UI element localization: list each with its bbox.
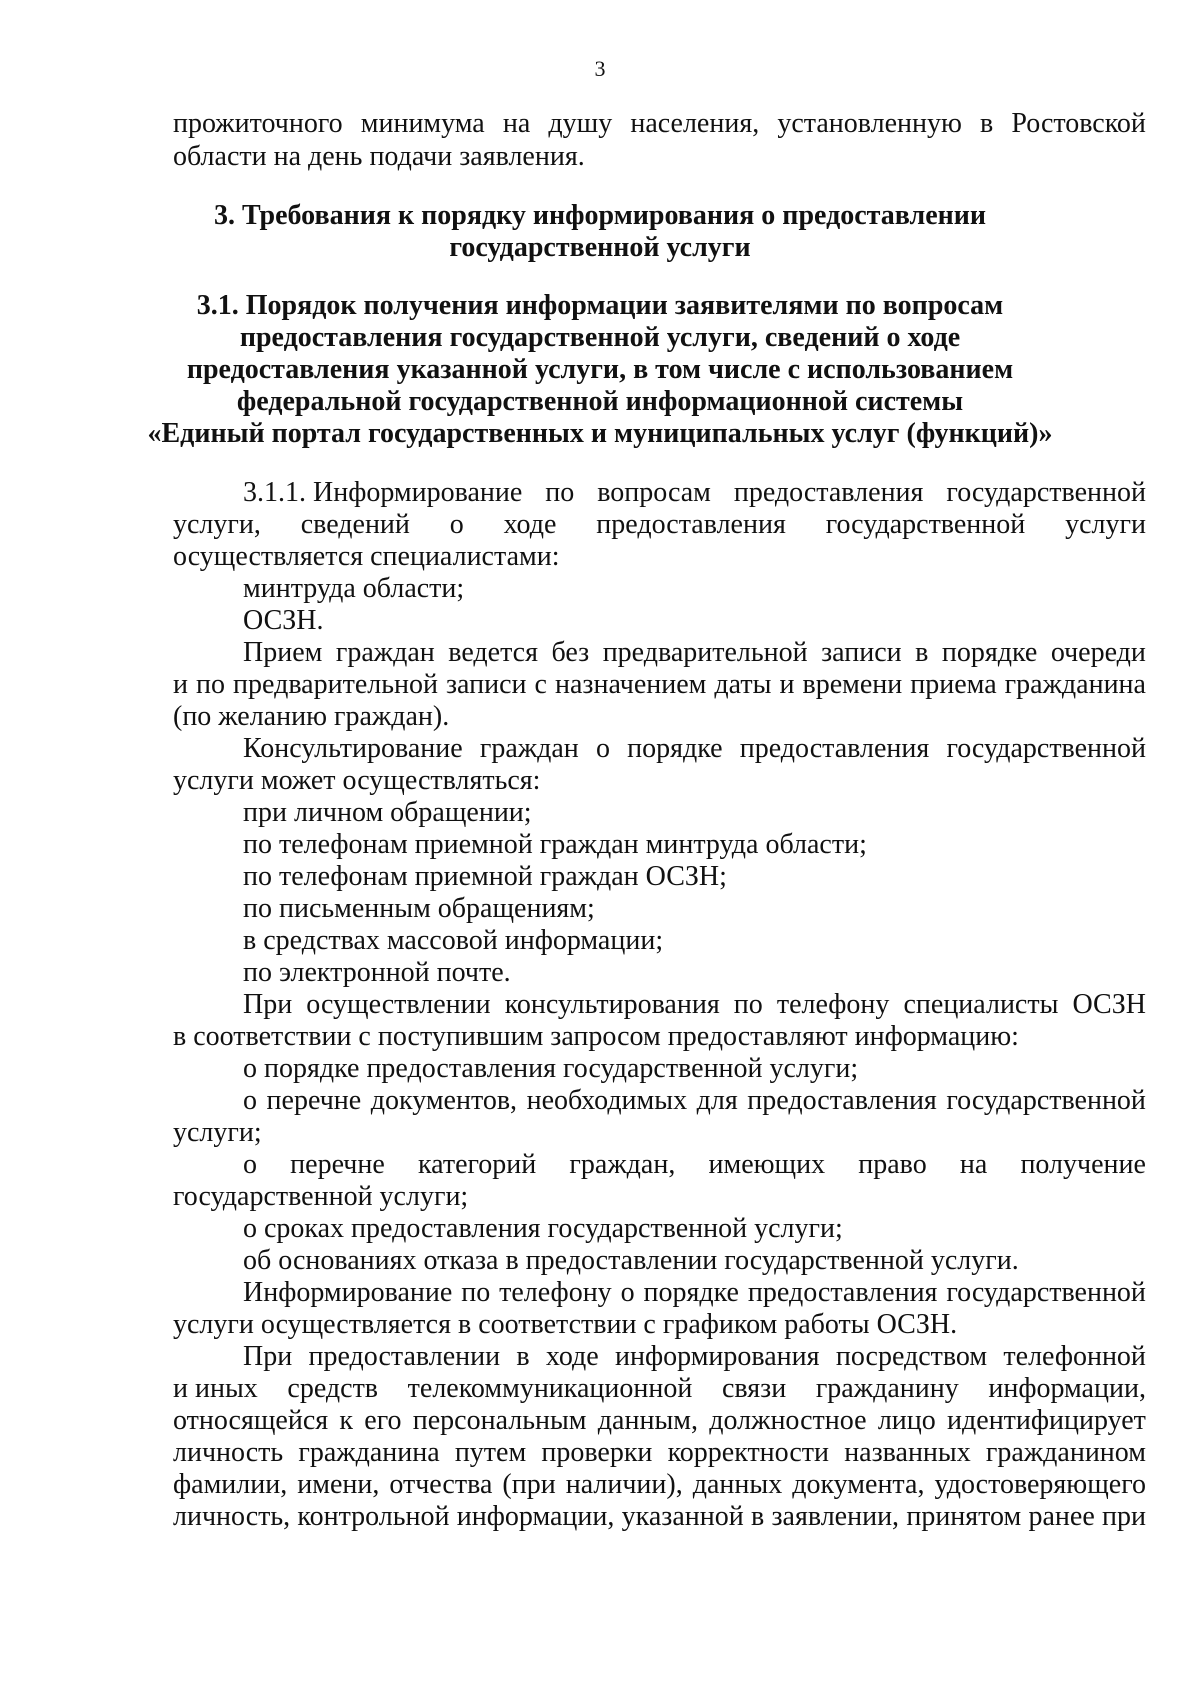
word: записи bbox=[821, 637, 902, 668]
list-item bbox=[243, 1149, 1146, 1181]
word: наличии), bbox=[565, 1469, 683, 1500]
word: граждан, bbox=[569, 1149, 676, 1180]
subsection-heading: предоставления государственной услуги, сведений о ходе bbox=[239, 322, 961, 353]
word: населения, bbox=[630, 108, 760, 139]
body-text-line: области на день подачи заявления. bbox=[173, 141, 585, 172]
word: персональным bbox=[412, 1405, 587, 1436]
word: имеющих bbox=[708, 1149, 826, 1180]
word: информирования bbox=[615, 1341, 820, 1372]
word: услуги, bbox=[173, 509, 261, 540]
word: предварительной bbox=[233, 669, 438, 700]
list-item: об основаниях отказа в предоставлении государственной услуги. bbox=[243, 1245, 1019, 1276]
word: гражданину bbox=[815, 1373, 959, 1404]
subsection-heading: «Единый портал государственных и муниципальных услуг (функций)» bbox=[147, 418, 1053, 449]
word: и bbox=[173, 669, 188, 700]
word: перечне bbox=[290, 1149, 385, 1180]
body-text-line: услуги; bbox=[173, 1117, 262, 1148]
word: документа, bbox=[792, 1469, 925, 1500]
page-number: 3 bbox=[594, 56, 606, 81]
word: идентифицирует bbox=[947, 1405, 1146, 1436]
word: гражданина bbox=[298, 1437, 440, 1468]
word: относящейся bbox=[173, 1405, 329, 1436]
word: установленную bbox=[777, 108, 962, 139]
list-item bbox=[243, 1085, 1146, 1117]
list-item: минтруда области; bbox=[243, 573, 465, 604]
word: в bbox=[750, 1501, 765, 1532]
word: по bbox=[196, 669, 225, 700]
word: приема bbox=[910, 669, 997, 700]
word: предоставления bbox=[733, 477, 924, 508]
word: его bbox=[364, 1405, 402, 1436]
word: названных bbox=[844, 1437, 971, 1468]
word: перечне bbox=[266, 1085, 362, 1116]
word: государственной bbox=[946, 1085, 1146, 1116]
word: личность, bbox=[173, 1501, 291, 1532]
word: государственной bbox=[825, 509, 1026, 540]
word: предоставлении bbox=[308, 1341, 501, 1372]
word: для bbox=[696, 1085, 738, 1116]
word: о bbox=[449, 509, 464, 540]
word: путем bbox=[454, 1437, 527, 1468]
word: имени, bbox=[297, 1469, 380, 1500]
word: даты bbox=[714, 669, 772, 700]
word: о bbox=[595, 733, 610, 764]
body-text-line bbox=[173, 1437, 1146, 1469]
body-text-line bbox=[173, 1469, 1146, 1501]
word: категорий bbox=[417, 1149, 537, 1180]
word: удостоверяющего bbox=[934, 1469, 1146, 1500]
word: фамилии, bbox=[173, 1469, 288, 1500]
word: в bbox=[516, 1341, 530, 1372]
word: данных bbox=[692, 1469, 783, 1500]
word: консультирования bbox=[504, 989, 720, 1020]
word: информации, bbox=[456, 1501, 615, 1532]
word: необходимых bbox=[526, 1085, 688, 1116]
word: заявлении, bbox=[771, 1501, 900, 1532]
subsection-heading: 3.1. Порядок получения информации заявителями по вопросам bbox=[196, 290, 1004, 321]
word: минимума bbox=[360, 108, 485, 139]
word: принятом bbox=[906, 1501, 1022, 1532]
word: Прием bbox=[243, 637, 323, 668]
word: данным, bbox=[597, 1405, 698, 1436]
body-text-line bbox=[173, 1373, 1146, 1405]
word: по bbox=[545, 477, 575, 508]
body-text-line bbox=[173, 108, 1146, 140]
word: на bbox=[502, 108, 531, 139]
body-text-line bbox=[173, 509, 1146, 541]
word: личность bbox=[173, 1437, 284, 1468]
word: порядке bbox=[941, 637, 1038, 668]
body-text-line bbox=[173, 669, 1146, 701]
word: (при bbox=[502, 1469, 556, 1500]
word: по bbox=[733, 989, 763, 1020]
word: телефону bbox=[499, 1277, 612, 1308]
word: лицо bbox=[877, 1405, 936, 1436]
word: услуги bbox=[1065, 509, 1146, 540]
word: с bbox=[534, 669, 547, 700]
word: осуществлении bbox=[306, 989, 491, 1020]
word: проверки bbox=[541, 1437, 653, 1468]
list-item: по телефонам приемной граждан минтруда области; bbox=[243, 829, 867, 860]
body-text-line bbox=[243, 477, 1146, 509]
word: предоставления bbox=[747, 1277, 938, 1308]
word: должностное bbox=[709, 1405, 867, 1436]
word: телекоммуникационной bbox=[407, 1373, 693, 1404]
word: о bbox=[243, 1085, 257, 1116]
body-text-line: услуги осуществляется в соответствии с графиком работы ОСЗН. bbox=[173, 1309, 958, 1340]
word: граждан bbox=[479, 733, 579, 764]
word: контрольной bbox=[297, 1501, 450, 1532]
subsection-heading: предоставления указанной услуги, в том числе с использованием bbox=[186, 354, 1014, 385]
list-item: по телефонам приемной граждан ОСЗН; bbox=[243, 861, 727, 892]
word: При bbox=[243, 1341, 293, 1372]
word: При bbox=[243, 989, 293, 1020]
body-text-line bbox=[243, 637, 1146, 669]
word: к bbox=[339, 1405, 354, 1436]
list-item: по письменным обращениям; bbox=[243, 893, 595, 924]
word: вопросам bbox=[597, 477, 711, 508]
word: право bbox=[858, 1149, 927, 1180]
body-text-line: (по желанию граждан). bbox=[173, 701, 450, 732]
word: государственной bbox=[946, 1277, 1146, 1308]
body-text-line bbox=[243, 1277, 1146, 1309]
word: связи bbox=[721, 1373, 787, 1404]
word: граждан bbox=[335, 637, 435, 668]
word: прожиточного bbox=[173, 108, 343, 139]
word: посредством bbox=[835, 1341, 988, 1372]
list-item: при личном обращении; bbox=[243, 797, 532, 828]
word: Ростовской bbox=[1011, 108, 1146, 139]
word: государственной bbox=[946, 733, 1146, 764]
body-text-line bbox=[173, 1501, 1146, 1533]
word: ходе bbox=[545, 1341, 599, 1372]
word: указанной bbox=[621, 1501, 744, 1532]
list-item: по электронной почте. bbox=[243, 957, 511, 988]
word: в bbox=[915, 637, 929, 668]
body-text-line: в соответствии с поступившим запросом предоставляют информацию: bbox=[173, 1021, 1019, 1052]
word: при bbox=[1102, 1501, 1146, 1532]
word: корректности bbox=[667, 1437, 830, 1468]
body-text-line bbox=[173, 1405, 1146, 1437]
word: порядке bbox=[643, 1277, 739, 1308]
word: ведется bbox=[448, 637, 538, 668]
section-heading: 3. Требования к порядку информирования о предоставлении bbox=[213, 200, 987, 231]
list-item: в средствах массовой информации; bbox=[243, 925, 664, 956]
word: 3.1.1. Информирование bbox=[243, 477, 523, 508]
word: о bbox=[243, 1149, 257, 1180]
list-item: о порядке предоставления государственной услуги; bbox=[243, 1053, 859, 1084]
list-item: о сроках предоставления государственной услуги; bbox=[243, 1213, 843, 1244]
word: записи bbox=[446, 669, 527, 700]
word: по bbox=[461, 1277, 491, 1308]
word: и иных bbox=[173, 1373, 258, 1404]
word: времени bbox=[802, 669, 903, 700]
word: порядке bbox=[627, 733, 723, 764]
body-text-line: осуществляется специалистами: bbox=[173, 541, 560, 572]
word: ранее bbox=[1028, 1501, 1095, 1532]
word: информации, bbox=[988, 1373, 1146, 1404]
list-item: ОСЗН. bbox=[243, 605, 324, 636]
word: гражданином bbox=[985, 1437, 1146, 1468]
word: ходе bbox=[503, 509, 557, 540]
body-text-line bbox=[243, 989, 1146, 1021]
word: средств bbox=[287, 1373, 379, 1404]
word: предоставления bbox=[739, 733, 930, 764]
word: о bbox=[620, 1277, 635, 1308]
word: назначением bbox=[555, 669, 707, 700]
word: без bbox=[551, 637, 590, 668]
body-text-line: государственной услуги; bbox=[173, 1181, 469, 1212]
word: предоставления bbox=[747, 1085, 937, 1116]
word: на bbox=[959, 1149, 988, 1180]
word: отчества bbox=[389, 1469, 493, 1500]
subsection-heading: федеральной государственной информационной системы bbox=[236, 386, 964, 417]
word: гражданина bbox=[1004, 669, 1146, 700]
body-text-line: услуги может осуществляться: bbox=[173, 765, 541, 796]
word: получение bbox=[1020, 1149, 1146, 1180]
word: Информирование bbox=[243, 1277, 453, 1308]
word: ОСЗН bbox=[1072, 989, 1146, 1020]
word: и bbox=[779, 669, 795, 700]
word: предварительной bbox=[602, 637, 808, 668]
body-text-line bbox=[243, 733, 1146, 765]
body-text-line bbox=[243, 1341, 1146, 1373]
word: сведений bbox=[300, 509, 410, 540]
word: специалисты bbox=[903, 989, 1059, 1020]
word: документов, bbox=[370, 1085, 518, 1116]
word: государственной bbox=[946, 477, 1146, 508]
word: телефонной bbox=[1003, 1341, 1146, 1372]
section-heading: государственной услуги bbox=[449, 232, 751, 263]
word: предоставления bbox=[596, 509, 786, 540]
word: телефону bbox=[776, 989, 890, 1020]
word: в bbox=[980, 108, 994, 139]
word: душу bbox=[548, 108, 613, 139]
word: очереди bbox=[1050, 637, 1146, 668]
word: Консультирование bbox=[243, 733, 463, 764]
